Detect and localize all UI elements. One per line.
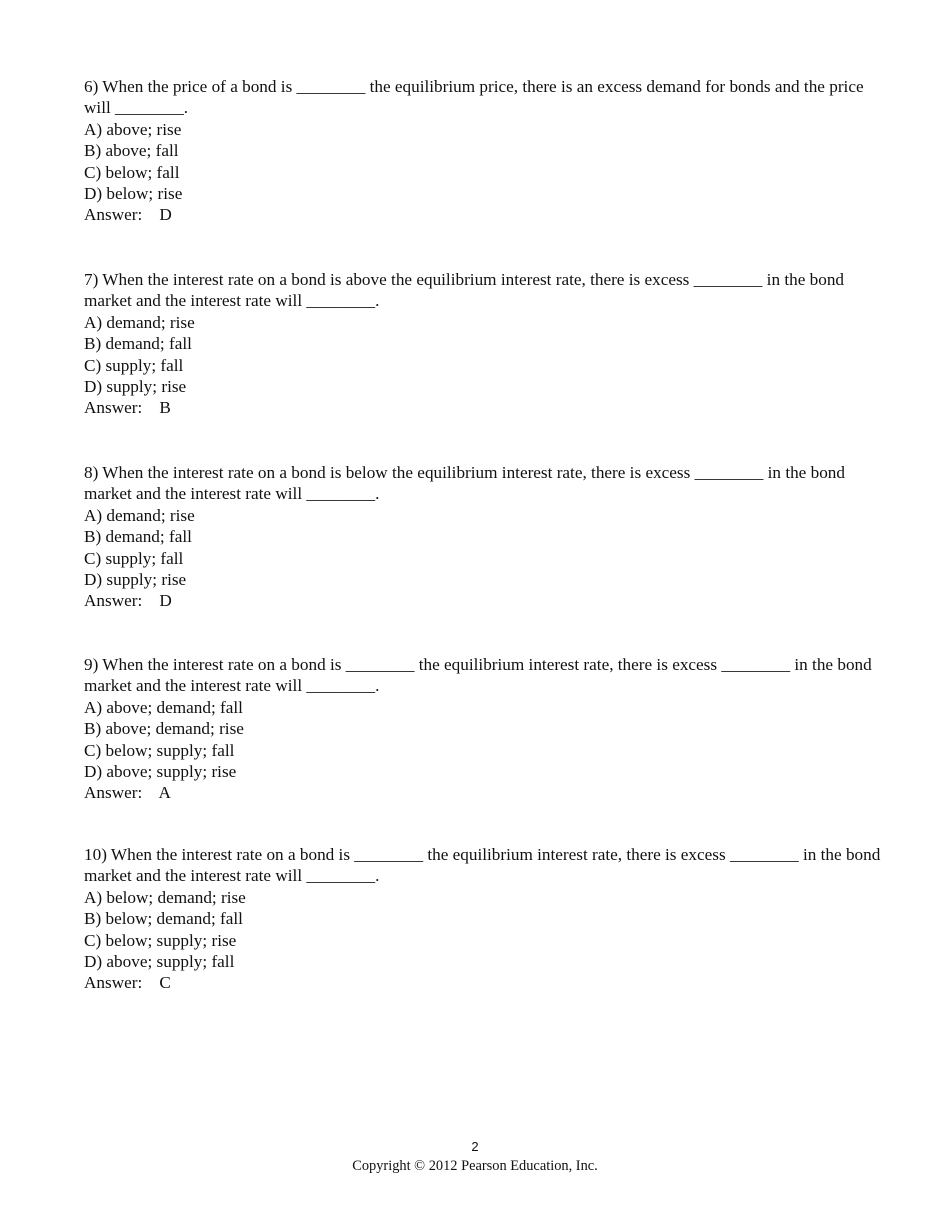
option-b: B) demand; fall xyxy=(84,527,192,547)
option-a: A) above; rise xyxy=(84,119,182,139)
option-c: C) below; supply; rise xyxy=(84,930,237,950)
question-stem: 10) When the interest rate on a bond is ________ the equilibrium interest rate, there is excess ________ in the bond market and the interest rate will ________. xyxy=(84,845,881,886)
answer-line: Answer: C xyxy=(84,973,171,993)
option-a: A) demand; rise xyxy=(84,505,195,525)
option-b: B) above; fall xyxy=(84,141,179,161)
option-d: D) supply; rise xyxy=(84,377,187,397)
option-a: A) demand; rise xyxy=(84,312,195,332)
option-b: B) demand; fall xyxy=(84,334,192,354)
copyright-notice: Copyright © 2012 Pearson Education, Inc. xyxy=(352,1158,598,1174)
question-8 xyxy=(84,462,894,612)
option-c: C) below; supply; fall xyxy=(84,740,235,760)
page-number: 2 xyxy=(471,1139,479,1154)
option-c: C) supply; fall xyxy=(84,355,184,375)
option-b: B) above; demand; rise xyxy=(84,719,244,739)
option-d: D) above; supply; rise xyxy=(84,762,237,782)
option-d: D) above; supply; fall xyxy=(84,952,235,972)
option-b: B) below; demand; fall xyxy=(84,909,243,929)
answer-line: Answer: D xyxy=(84,591,172,611)
option-d: D) below; rise xyxy=(84,184,183,204)
option-c: C) below; fall xyxy=(84,162,180,182)
question-10 xyxy=(84,844,894,994)
question-9 xyxy=(84,654,894,804)
question-stem: 7) When the interest rate on a bond is above the equilibrium interest rate, there is excess ________ in the bond market and the interest rate will ________. xyxy=(84,270,845,311)
question-stem: 6) When the price of a bond is ________ the equilibrium price, there is an excess demand for bonds and the price will ________. xyxy=(84,77,864,118)
question-7 xyxy=(84,269,894,419)
answer-line: Answer: A xyxy=(84,783,171,803)
option-c: C) supply; fall xyxy=(84,548,184,568)
answer-line: Answer: D xyxy=(84,205,172,225)
question-6 xyxy=(84,76,894,226)
option-a: A) above; demand; fall xyxy=(84,697,243,717)
question-stem: 8) When the interest rate on a bond is below the equilibrium interest rate, there is excess ________ in the bond market and the interest rate will ________. xyxy=(84,463,845,504)
option-a: A) below; demand; rise xyxy=(84,887,246,907)
question-stem: 9) When the interest rate on a bond is ________ the equilibrium interest rate, there is excess ________ in the bond market and the interest rate will ________. xyxy=(84,655,872,696)
answer-line: Answer: B xyxy=(84,398,171,418)
option-d: D) supply; rise xyxy=(84,570,187,590)
